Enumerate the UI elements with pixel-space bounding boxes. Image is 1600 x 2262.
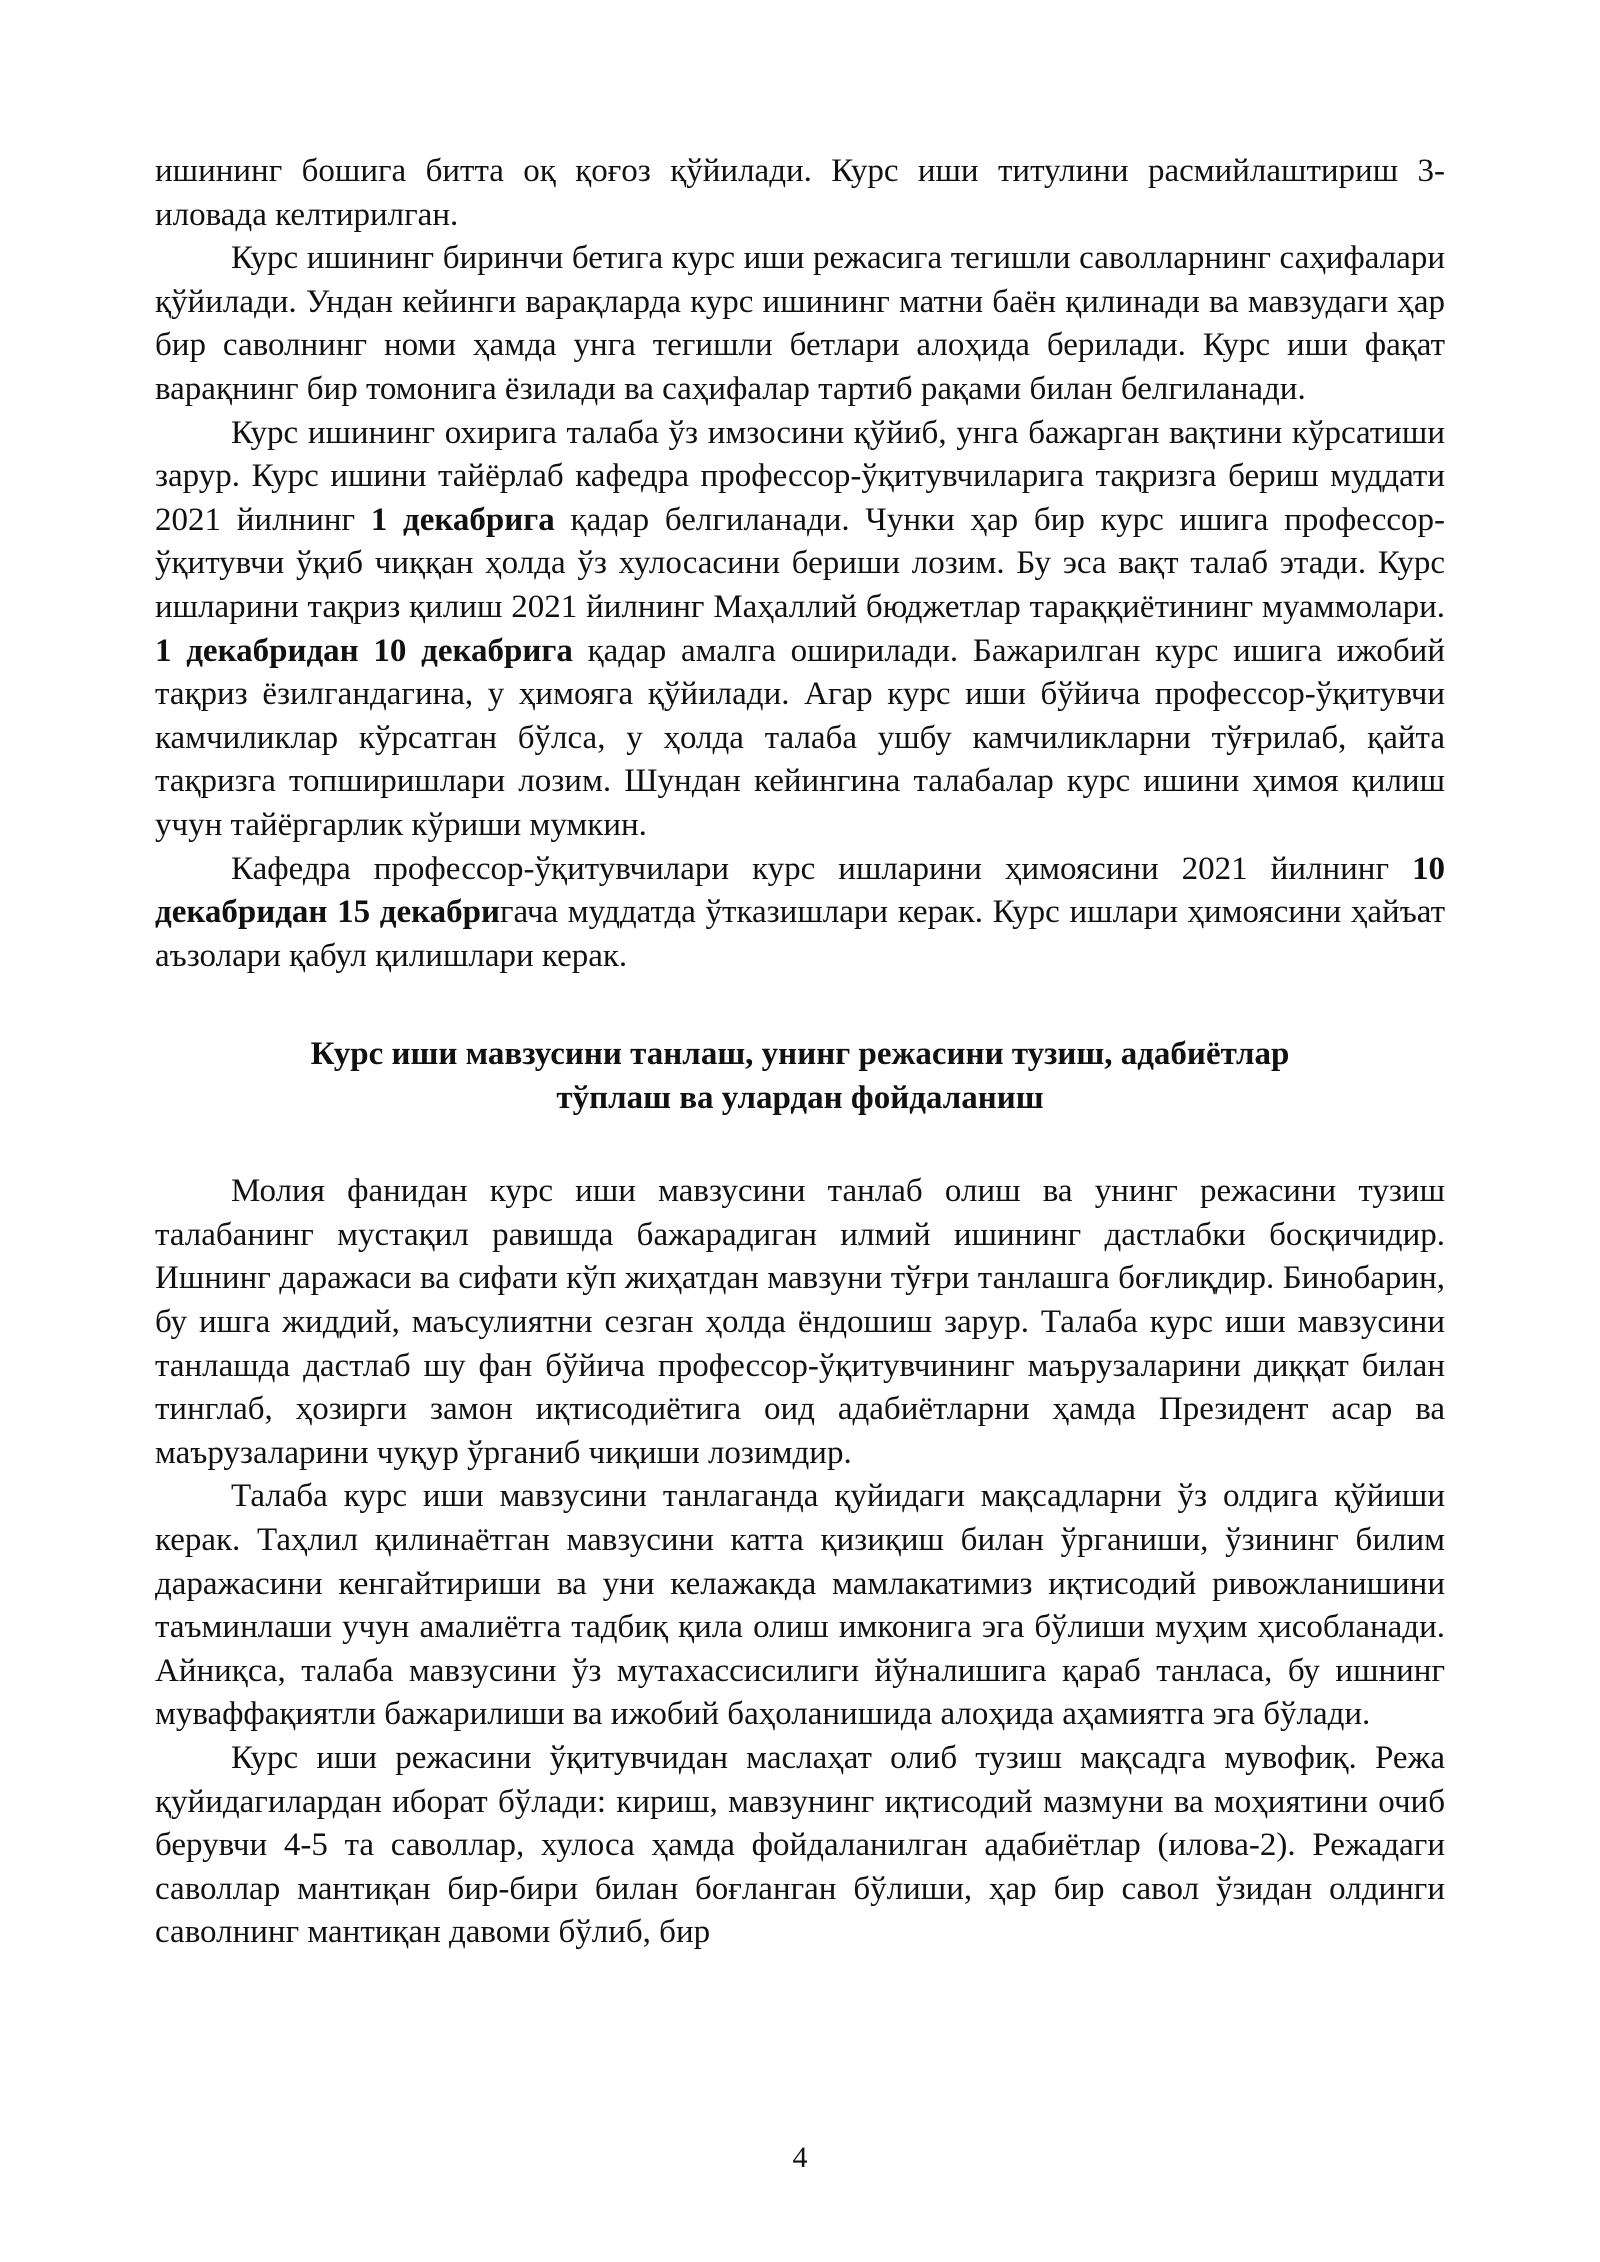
paragraph xyxy=(155,412,1445,848)
text-run: қадар белгиланади. Чунки ҳар бир курс ишига профессор-ўқитувчи ўқиб чиққан ҳолда ўз хулосасини бериши лозим. Бу эса вақт талаб этади. Курс ишларини тақриз қилиш 2021 йилнинг Маҳаллий бюджетлар тараққиётининг муаммолари. xyxy=(155,501,1445,625)
section-heading-line-2: тўплаш ва улардан фойдаланиш xyxy=(556,1080,1044,1117)
bold-text-run: 1 декабридан 10 декабрига xyxy=(155,632,573,669)
section-heading xyxy=(155,1032,1445,1120)
section-heading-line-1: Курс иши мавзусини танлаш, унинг режасини тузиш, адабиётлар xyxy=(310,1036,1290,1073)
text-run: Курс иши режасини ўқитувчидан маслаҳат олиб тузиш мақсадга мувофиқ. Режа қуйидагилардан иборат бўлади: кириш, мавзунинг иқтисодий мазмуни ва моҳиятини очиб берувчи 4-5 та саволлар, хулоса ҳамда фойдаланилган адабиётлар (илова-2). Режадаги саволлар мантиқан бир-бири билан боғланган бўлиши, ҳар бир савол ўзидан олдинги саволнинг мантиқан давоми бўлиб, бир xyxy=(155,1740,1445,1951)
bold-text-run: 1 декабрига xyxy=(370,501,555,538)
text-run: Курс ишининг охирига талаба ўз имзосини қўйиб, унга бажарган вақтини кўрсатиши зарур. Курс ишини тайёрлаб кафедра профессор-ўқитувчиларига тақризга бериш муддати 2021 йилнинг xyxy=(155,414,1445,538)
document-page xyxy=(155,150,1445,1955)
text-run: Курс ишининг биринчи бетига курс иши режасига тегишли саволларнинг саҳифалари қўйилади. Ундан кейинги варақларда курс ишининг матни баён қилинади ва мавзудаги ҳар бир саволнинг номи ҳамда унга тегишли бетлари алоҳида берилади. Курс иши фақат варақнинг бир томонига ёзилади ва саҳифалар тартиб рақами билан белгиланади. xyxy=(155,240,1445,407)
paragraph xyxy=(155,150,1445,237)
paragraph xyxy=(155,1737,1445,1955)
text-run: Молия фанидан курс иши мавзусини танлаб олиш ва унинг режасини тузиш талабанинг мустақил равишда бажарадиган илмий ишининг дастлабки босқичидир. Ишнинг даражаси ва сифати кўп жиҳатдан мавзуни тўғри танлашга боғлиқдир. Бинобарин, бу ишга жиддий, маъсулиятни сезган ҳолда ёндошиш зарур. Талаба курс иши мавзусини танлашда дастлаб шу фан бўйича профессор-ўқитувчининг маърузаларини диққат билан тинглаб, ҳозирги замон иқтисодиётига оид адабиётларни ҳамда Президент асар ва маърузаларини чуқур ўрганиб чиқиши лозимдир. xyxy=(155,1173,1445,1471)
paragraph xyxy=(155,1170,1445,1475)
text-run: гача муддатда ўтказишлари керак. Курс ишлари ҳимоясини ҳайъат аъзолари қабул қилишлари керак. xyxy=(155,894,1445,974)
paragraph xyxy=(155,848,1445,979)
page-number: 4 xyxy=(792,2141,808,2174)
text-run: Кафедра профессор-ўқитувчилари курс ишларини ҳимоясини 2021 йилнинг xyxy=(231,850,1412,887)
paragraph xyxy=(155,237,1445,411)
body-text-bottom xyxy=(155,1170,1445,1955)
text-run: қадар амалга оширилади. Бажарилган курс ишига ижобий тақриз ёзилгандагина, у ҳимояга қўйилади. Агар курс иши бўйича профессор-ўқитувчи камчиликлар кўрсатган бўлса, у ҳолда талаба ушбу камчиликларни тўғрилаб, қайта тақризга топширишлари лозим. Шундан кейингина талабалар курс ишини ҳимоя қилиш учун тайёргарлик кўриши мумкин. xyxy=(155,632,1445,843)
body-text-top xyxy=(155,150,1445,978)
text-run: Талаба курс иши мавзусини танлаганда қуйидаги мақсадларни ўз олдига қўйиши керак. Таҳлил қилинаётган мавзусини катта қизиқиш билан ўрганиши, ўзининг билим даражасини кенгайтириши ва уни келажакда мамлакатимиз иқтисодий ривожланишини таъминлаши учун амалиётга тадбиқ қила олиш имконига эга бўлиши муҳим ҳисобланади. Айниқса, талаба мавзусини ўз мутахассисилиги йўналишига қараб танласа, бу ишнинг муваффақиятли бажарилиши ва ижобий баҳоланишида алоҳида аҳамиятга эга бўлади. xyxy=(155,1478,1445,1733)
paragraph xyxy=(155,1475,1445,1737)
text-run: ишининг бошига битта оқ қоғоз қўйилади. Курс иши титулини расмийлаштириш 3-иловада келтирилган. xyxy=(155,153,1445,233)
bold-text-run: 10 декабридан 15 декабри xyxy=(155,850,1445,931)
